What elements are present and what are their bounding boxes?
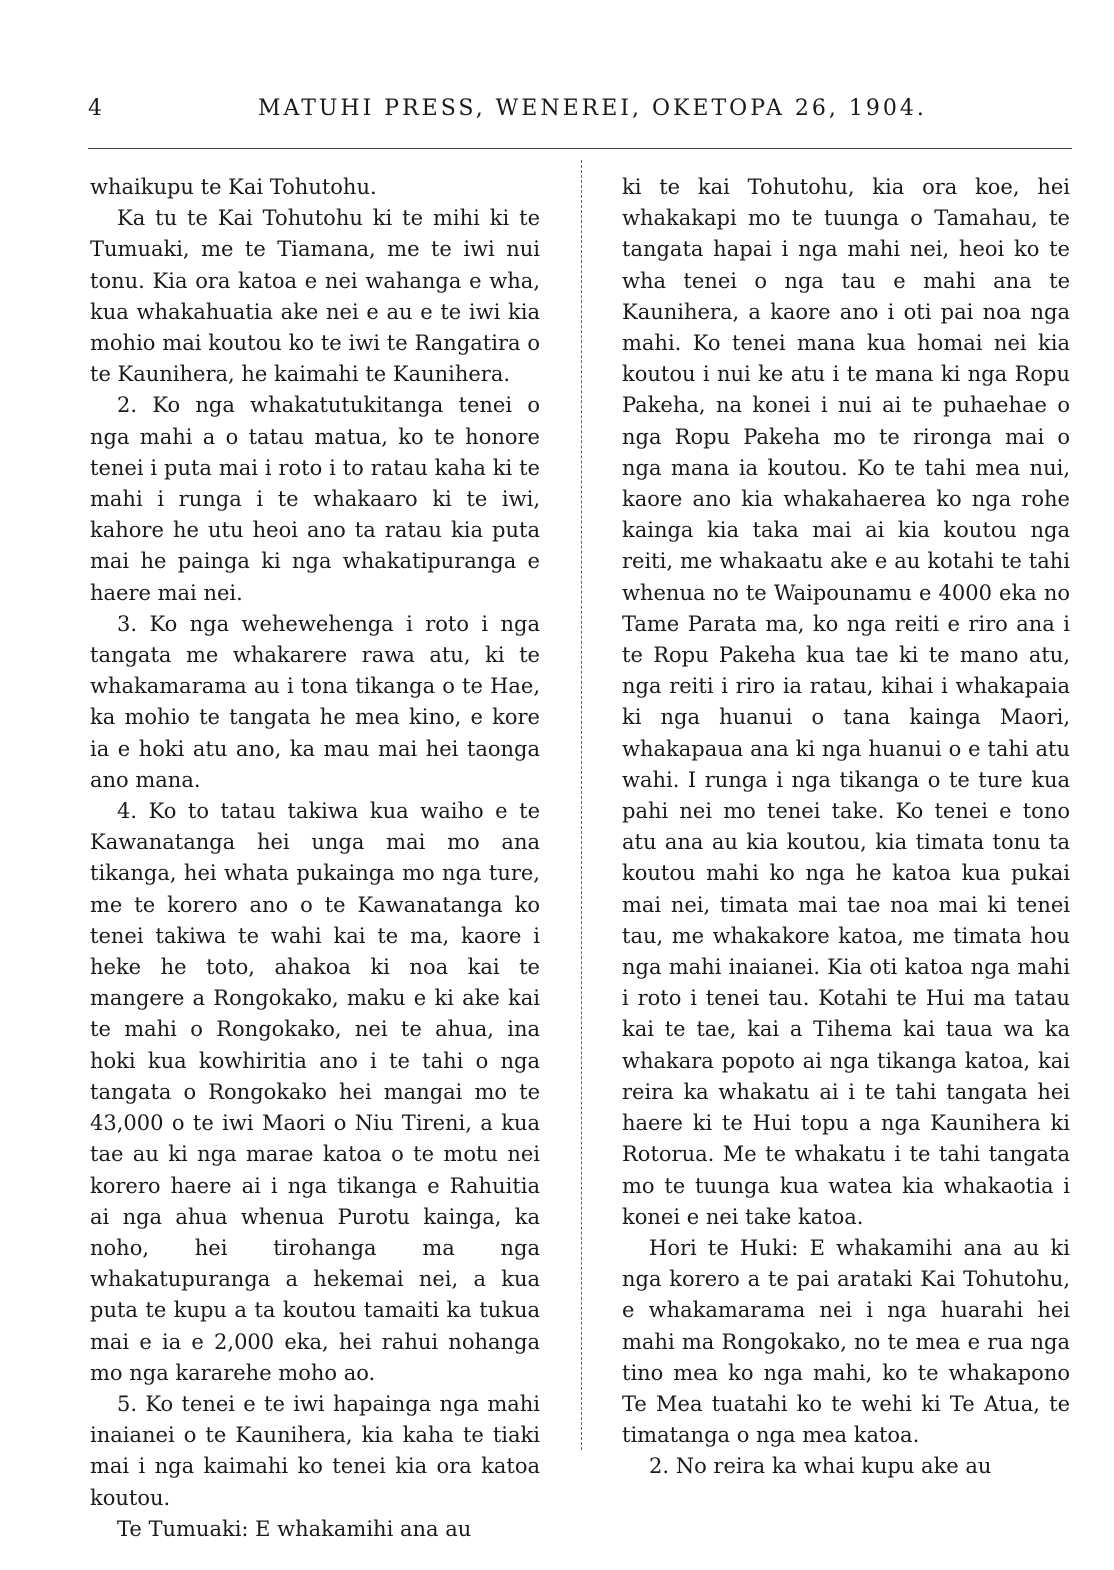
page-number: 4 [88, 96, 102, 121]
paragraph: Ka tu te Kai Tohutohu ki te mihi ki te Tumuaki, me te Tiamana, me te iwi nui tonu. Kia ora katoa e nei wahanga e wha, kua whakahuatia ake nei e au e te iwi kia mohio mai koutou ko te iwi te Rangatira o te Kaunihera, he kaimahi te Kaunihera. [90, 206, 540, 387]
left-column [90, 172, 540, 1545]
header-rule [88, 148, 1072, 149]
paragraph: 5. Ko tenei e te iwi hapainga nga mahi inaianei o te Kaunihera, kia kaha te tiaki mai i nga kaimahi ko tenei kia ora katoa koutou. [90, 1391, 540, 1510]
right-column [622, 172, 1070, 1483]
paragraph: whaikupu te Kai Tohutohu. [90, 175, 377, 199]
page-header [88, 96, 1072, 130]
paragraph: ki te kai Tohutohu, kia ora koe, hei whakakapi mo te tuunga o Tamahau, te tangata hapai i nga mahi nei, heoi ko te wha tenei o nga tau e mahi ana te Kaunihera, a kaore ano i oti pai noa nga mahi. Ko tenei mana kua homai nei kia koutou i nui ke atu i te mana ki nga Ropu Pakeha, na konei i nui ai te puhaehae o nga Ropu Pakeha mo te rironga mai o nga mana ia koutou. Ko te tahi mea nui, kaore ano kia whakahaerea ko nga rohe kainga kia taka mai ai kia koutou nga reiti, me whakaatu ake e au kotahi te tahi whenua no te Waipounamu e 4000 eka no Tame Parata ma, ko nga reiti e riro ana i te Ropu Pakeha kua tae ki te mano atu, nga reiti i riro ia ratau, kihai i whakapaia ki nga huanui o tana kainga Maori, whakapaua ana ki nga huanui o e tahi atu wahi. I runga i nga tikanga o te ture kua pahi nei mo tenei take. Ko tenei e tono atu ana au kia koutou, kia timata tonu ta koutou mahi ko nga he katoa kua pukai mai nei, timata mai tae noa mai ki tenei tau, me whakakore katoa, me timata hou nga mahi inaianei. Kia oti katoa nga mahi i roto i tenei tau. Kotahi te Hui ma tatau kai te tae, kai a Tihema kai taua wa ka whakara popoto ai nga tikanga katoa, kai reira ka whakatu ai i te tahi tangata hei haere ki te Hui topu a nga Kaunihera ki Rotorua. Me te whakatu i te tahi tangata mo te tuunga kua watea kia whakaotia i konei e nei take katoa. [622, 175, 1070, 1229]
paragraph: Hori te Huki: E whakamihi ana au ki nga korero a te pai arataki Kai Tohutohu, e whakamarama nei i nga huarahi hei mahi ma Rongokako, no te mea e rua nga tino mea ko nga mahi, ko te whakapono Te Mea tuatahi ko te wehi ki Te Atua, te timatanga o nga mea katoa. [622, 1235, 1070, 1448]
paragraph: 4. Ko to tatau takiwa kua waiho e te Kawanatanga hei unga mai mo ana tikanga, hei whata pukainga mo nga ture, me te korero ano o te Kawanatanga ko tenei takiwa te wahi kai te ma, kaore i heke he toto, ahakoa ki noa kai te mangere a Rongokako, maku e ki ake kai te mahi o Rongokako, nei te ahua, ina hoki kua kowhiritia ano i te tahi o nga tangata o Rongokako hei mangai mo te 43,000 o te iwi Maori o Niu Tireni, a kua tae au ki nga marae katoa o te motu nei korero haere ai i nga tikanga e Rahuitia ai nga ahua whenua Purotu kainga, ka noho, hei tirohanga ma nga whakatupuranga a hekemai nei, a kua puta te kupu a ta koutou tamaiti ka tukua mai e ia e 2,000 eka, hei rahui nohanga mo nga kararehe moho ao. [90, 799, 540, 1385]
column-divider [581, 160, 582, 1450]
newspaper-masthead: MATUHI PRESS, WENEREI, OKETOPA 26, 1904. [258, 96, 927, 121]
paragraph: 3. Ko nga wehewehenga i roto i nga tangata me whakarere rawa atu, ki te whakamarama au i tona tikanga o te Hae, ka mohio te tangata he mea kino, e kore ia e hoki atu ano, ka mau mai hei taonga ano mana. [90, 611, 540, 792]
paragraph: 2. No reira ka whai kupu ake au [649, 1454, 992, 1479]
paragraph: 2. Ko nga whakatutukitanga tenei o nga mahi a o tatau matua, ko te honore tenei i puta mai i roto i to ratau kaha ki te mahi i runga i te whakaaro ki te iwi, kahore he utu heoi ano ta ratau kia puta mai he painga ki nga whakatipuranga e haere mai nei. [90, 393, 540, 605]
paragraph: Te Tumuaki: E whakamihi ana au [117, 1516, 472, 1541]
